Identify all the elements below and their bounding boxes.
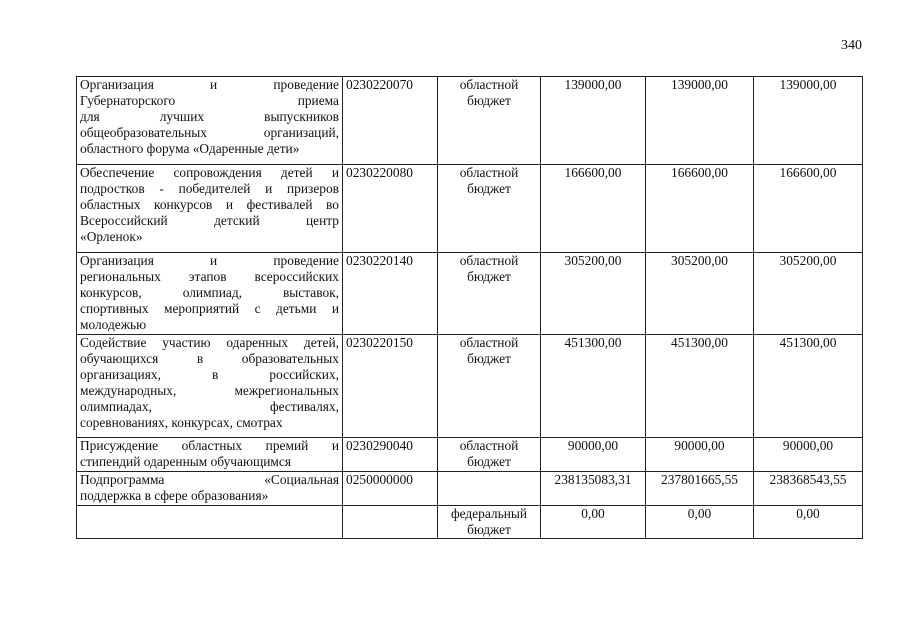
cell-amount-year-2: 237801665,55 <box>646 472 754 506</box>
cell-event-name <box>77 335 343 438</box>
event-name-line: общеобразовательных организаций, <box>80 125 339 140</box>
cell-funding-source <box>438 438 541 472</box>
funding-source-line: областной <box>459 165 519 180</box>
cell-amount-year-2: 90000,00 <box>646 438 754 472</box>
event-name-line: Подпрограмма «Социальная <box>80 472 339 487</box>
cell-event-name <box>77 77 343 165</box>
table-row <box>77 77 863 165</box>
event-name-line: конкурсов, олимпиад, выставок, <box>80 285 339 300</box>
cell-amount-year-1: 0,00 <box>541 506 646 539</box>
event-name-line: Всероссийский детский центр <box>80 213 339 228</box>
funding-source-line: бюджет <box>467 351 511 366</box>
cell-amount-year-1: 238135083,31 <box>541 472 646 506</box>
cell-amount-year-2: 451300,00 <box>646 335 754 438</box>
cell-budget-code <box>343 506 438 539</box>
cell-budget-code: 0250000000 <box>343 472 438 506</box>
budget-table <box>76 76 863 539</box>
funding-source-line: бюджет <box>467 269 511 284</box>
cell-amount-year-3: 90000,00 <box>754 438 863 472</box>
event-name-line: Содействие участию одаренных детей, <box>80 335 339 350</box>
cell-amount-year-1: 305200,00 <box>541 253 646 335</box>
table-row <box>77 253 863 335</box>
funding-source-line: федеральный <box>450 506 528 521</box>
cell-amount-year-1: 451300,00 <box>541 335 646 438</box>
event-name-line: Губернаторского приема <box>80 93 339 108</box>
cell-funding-source <box>438 77 541 165</box>
cell-amount-year-3: 238368543,55 <box>754 472 863 506</box>
cell-funding-source <box>438 165 541 253</box>
cell-budget-code: 0230220080 <box>343 165 438 253</box>
event-name-line: международных, межрегиональных <box>80 383 339 398</box>
funding-source-line: областной <box>459 335 519 350</box>
event-name-line: стипендий одаренным обучающимся <box>80 454 292 469</box>
cell-funding-source <box>438 472 541 506</box>
cell-amount-year-3: 166600,00 <box>754 165 863 253</box>
event-name-line: Организация и проведение <box>80 77 339 92</box>
event-name-line: «Орленок» <box>80 229 143 244</box>
funding-source-line: бюджет <box>467 93 511 108</box>
cell-event-name <box>77 165 343 253</box>
cell-amount-year-2: 0,00 <box>646 506 754 539</box>
event-name-line: обучающихся в образовательных <box>80 351 339 366</box>
table-row <box>77 472 863 506</box>
table-row <box>77 506 863 539</box>
cell-amount-year-2: 166600,00 <box>646 165 754 253</box>
cell-amount-year-2: 139000,00 <box>646 77 754 165</box>
funding-source-line: бюджет <box>467 522 511 537</box>
event-name-line: Присуждение областных премий и <box>80 438 339 453</box>
cell-amount-year-1: 139000,00 <box>541 77 646 165</box>
cell-event-name <box>77 472 343 506</box>
cell-budget-code: 0230220140 <box>343 253 438 335</box>
cell-amount-year-1: 166600,00 <box>541 165 646 253</box>
cell-amount-year-1: 90000,00 <box>541 438 646 472</box>
event-name-line: Обеспечение сопровождения детей и <box>80 165 339 180</box>
event-name-line: для лучших выпускников <box>80 109 339 124</box>
cell-budget-code: 0230290040 <box>343 438 438 472</box>
page-number: 340 <box>841 38 862 53</box>
funding-source-line: областной <box>459 438 519 453</box>
cell-event-name <box>77 438 343 472</box>
table-row <box>77 335 863 438</box>
cell-budget-code: 0230220070 <box>343 77 438 165</box>
event-name-line: молодежью <box>80 317 147 332</box>
cell-funding-source <box>438 335 541 438</box>
event-name-line: областных конкурсов и фестивалей во <box>80 197 339 212</box>
funding-source-line: бюджет <box>467 181 511 196</box>
table-row <box>77 165 863 253</box>
cell-funding-source <box>438 506 541 539</box>
event-name-line: Организация и проведение <box>80 253 339 268</box>
event-name-line: организациях, в российских, <box>80 367 339 382</box>
table-row <box>77 438 863 472</box>
cell-amount-year-3: 451300,00 <box>754 335 863 438</box>
funding-source-line: бюджет <box>467 454 511 469</box>
cell-funding-source <box>438 253 541 335</box>
table-body <box>77 77 863 539</box>
event-name-line: подростков - победителей и призеров <box>80 181 339 196</box>
event-name-line: спортивных мероприятий с детьми и <box>80 301 339 316</box>
cell-amount-year-3: 0,00 <box>754 506 863 539</box>
cell-amount-year-2: 305200,00 <box>646 253 754 335</box>
event-name-line: региональных этапов всероссийских <box>80 269 339 284</box>
cell-budget-code: 0230220150 <box>343 335 438 438</box>
cell-event-name <box>77 506 343 539</box>
cell-amount-year-3: 139000,00 <box>754 77 863 165</box>
funding-source-line: областной <box>459 253 519 268</box>
event-name-line: олимпиадах, фестивалях, <box>80 399 339 414</box>
cell-amount-year-3: 305200,00 <box>754 253 863 335</box>
cell-event-name <box>77 253 343 335</box>
event-name-line: поддержка в сфере образования» <box>80 488 269 503</box>
event-name-line: соревнованиях, конкурсах, смотрах <box>80 415 283 430</box>
event-name-line: областного форума «Одаренные дети» <box>80 141 300 156</box>
funding-source-line: областной <box>459 77 519 92</box>
